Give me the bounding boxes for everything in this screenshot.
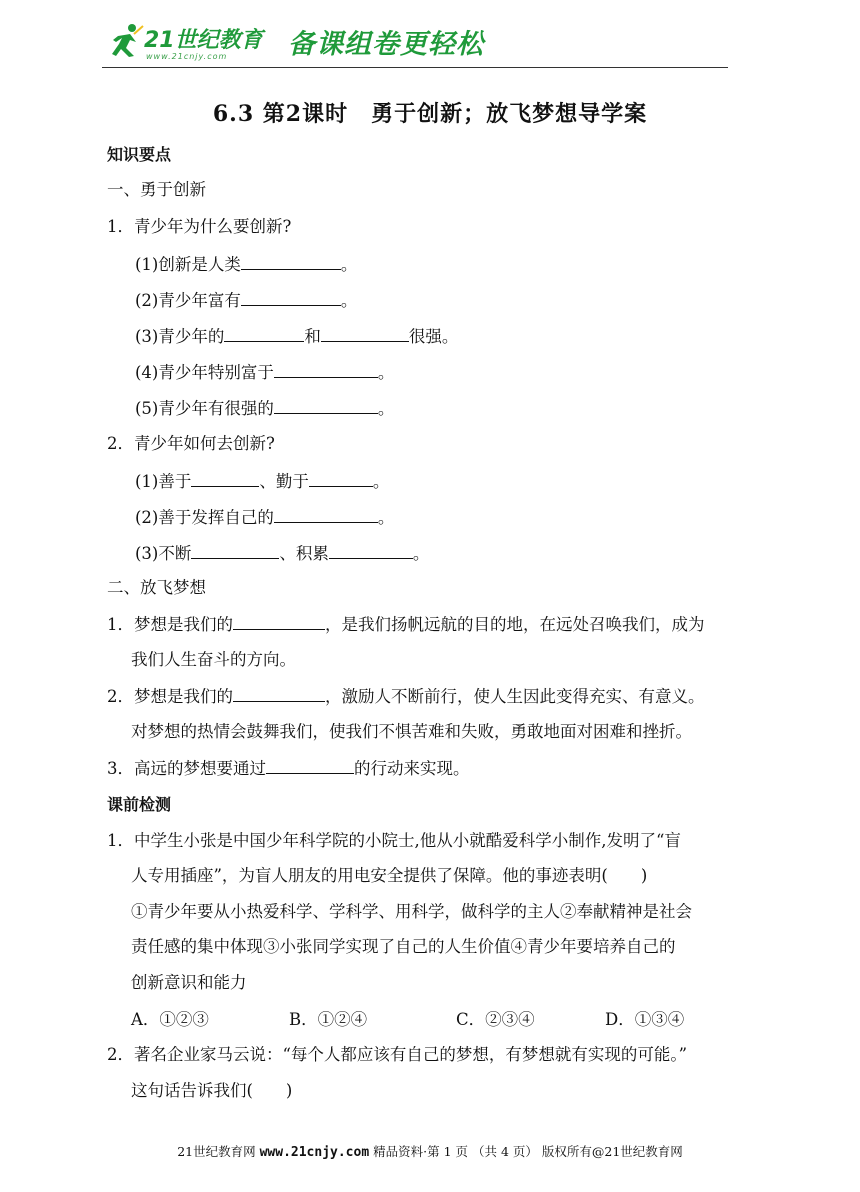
footer-page-info: 精品资料·第 1 页 （共 4 页） — [373, 1144, 538, 1159]
answer-blank[interactable] — [233, 612, 325, 630]
q1-item-5: (5)青少年有很强的 。 — [135, 396, 394, 421]
pretest-q1-line-3: ①青少年要从小热爱科学、学科学、用科学，做科学的主人②奉献精神是社会 — [131, 902, 692, 921]
pretest-q1-line-5: 创新意识和能力 — [131, 973, 247, 992]
q1-item-3: (3)青少年的 和 很强。 — [135, 324, 458, 349]
option-d[interactable]: D．①③④ — [605, 1010, 685, 1029]
dream-point-2: 2．梦想是我们的 ，激励人不断前行，使人生因此变得充实、有意义。 — [107, 684, 705, 709]
runner-icon — [110, 22, 144, 60]
section-heading-pretest: 课前检测 — [107, 795, 172, 814]
footer-copyright: 版权所有@21世纪教育网 — [541, 1144, 683, 1159]
dream-point-3: 3．高远的梦想要通过 的行动来实现。 — [107, 756, 470, 781]
answer-blank[interactable] — [191, 541, 279, 559]
answer-blank[interactable] — [309, 469, 373, 487]
dream-point-1-cont: 我们人生奋斗的方向。 — [131, 650, 296, 669]
pretest-q2-line-1: 2．著名企业家马云说：“每个人都应该有自己的梦想，有梦想就有实现的可能。” — [107, 1045, 688, 1064]
answer-blank[interactable] — [241, 252, 341, 270]
answer-blank[interactable] — [329, 541, 413, 559]
dream-point-2-cont: 对梦想的热情会鼓舞我们，使我们不惧苦难和失败，勇敢地面对困难和挫折。 — [131, 722, 692, 741]
pretest-q2-line-2: 这句话告诉我们( ) — [131, 1081, 293, 1100]
answer-blank[interactable] — [274, 505, 378, 523]
logo-text: 21世纪教育 — [144, 28, 263, 53]
logo-url: www.21cnjy.com — [146, 52, 228, 61]
answer-blank[interactable] — [321, 324, 409, 342]
q1-item-4: (4)青少年特别富于 。 — [135, 360, 394, 385]
answer-blank[interactable] — [224, 324, 304, 342]
question-1: 1．青少年为什么要创新? — [107, 217, 292, 236]
option-a[interactable]: A．①②③ — [131, 1010, 209, 1029]
footer-url[interactable]: www.21cnjy.com — [259, 1145, 370, 1160]
part2-heading: 二、放飞梦想 — [107, 578, 206, 597]
pretest-q1-line-1: 1．中学生小张是中国少年科学院的小院士,他从小就酷爱科学小制作,发明了“盲 — [107, 831, 681, 850]
section-heading-knowledge: 知识要点 — [107, 145, 172, 164]
answer-blank[interactable] — [233, 684, 325, 702]
answer-blank[interactable] — [266, 756, 354, 774]
pretest-q1-line-2: 人专用插座”，为盲人朋友的用电安全提供了保障。他的事迹表明( ) — [131, 866, 648, 885]
footer-site-name: 21世纪教育网 — [177, 1144, 256, 1159]
dream-point-1: 1．梦想是我们的 ，是我们扬帆远航的目的地，在远处召唤我们，成为 — [107, 612, 705, 637]
slogan: 备课组卷更轻松 — [288, 29, 484, 60]
option-c[interactable]: C．②③④ — [456, 1010, 535, 1029]
q2-item-1: (1)善于 、勤于 。 — [135, 469, 389, 494]
page-header — [102, 18, 728, 70]
page-title: 6.3 第2课时 勇于创新；放飞梦想导学案 — [212, 101, 648, 127]
pretest-q1-line-4: 责任感的集中体现③小张同学实现了自己的人生价值④青少年要培养自己的 — [131, 937, 676, 956]
q2-item-2: (2)善于发挥自己的 。 — [135, 505, 394, 530]
option-b[interactable]: B．①②④ — [289, 1010, 368, 1029]
q1-item-1: (1)创新是人类 。 — [135, 252, 357, 277]
page-footer — [0, 1142, 860, 1160]
answer-blank[interactable] — [274, 360, 378, 378]
answer-blank[interactable] — [274, 396, 378, 414]
header-divider — [102, 67, 728, 68]
answer-blank[interactable] — [191, 469, 259, 487]
answer-blank[interactable] — [241, 288, 341, 306]
question-2: 2．青少年如何去创新? — [107, 434, 275, 453]
q1-item-2: (2)青少年富有 。 — [135, 288, 357, 313]
logo — [102, 18, 282, 68]
part1-heading: 一、勇于创新 — [107, 180, 206, 199]
q2-item-3: (3)不断 、积累 。 — [135, 541, 429, 566]
